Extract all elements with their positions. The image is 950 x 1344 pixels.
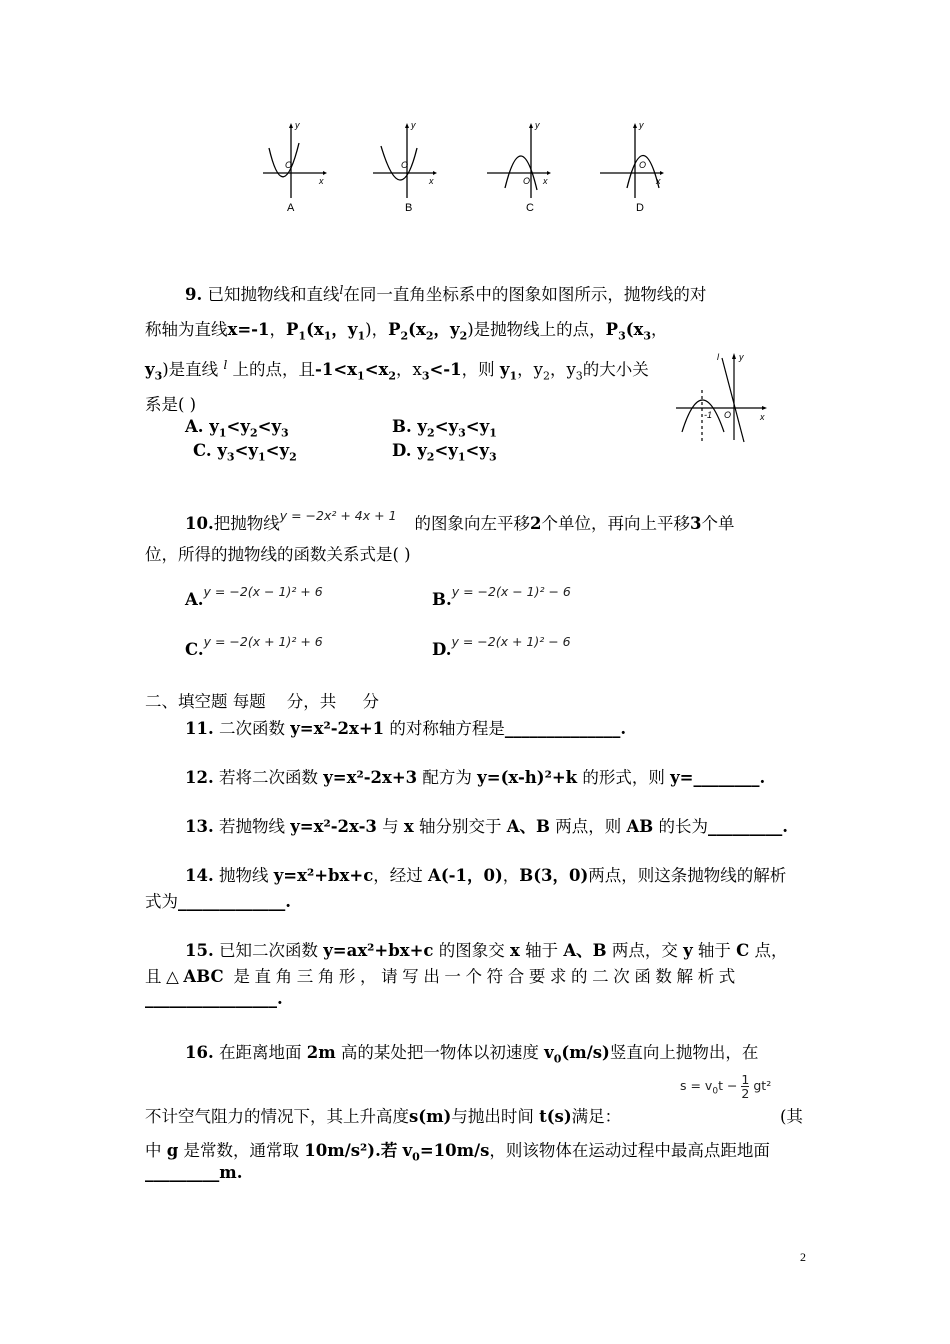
q14-line2: 式为_____________. [145, 892, 291, 911]
q16-line2-end: (其 [780, 1107, 803, 1126]
q9-line2: 称轴为直线x=-1，$P_1(x_1$，$y_1$)，$P_2(x_2$，$y_2$)是抛物线上的点，$P_3(x_3$， [145, 320, 668, 343]
q15-line2: 且△ABC 是直角三角形，请写出一个符合要求的二次函数解析式 [145, 967, 740, 986]
svg-text:x: x [656, 176, 661, 186]
q16-line1: 16. 在距离地面 2m 高的某处把一物体以初速度 $v_0(m/s)$竖直向上抛物出，在 [185, 1043, 759, 1066]
q13: 13. 若抛物线 y=x²-2x-3 与 x 轴分别交于 A、B 两点，则 AB 的长为_________. [185, 817, 788, 836]
q9-graph [672, 350, 772, 445]
q15-line1: 15. 已知二次函数 y=ax²+bx+c 的图象交 x 轴于 A、B 两点，交 y 轴于 C 点， [185, 941, 788, 960]
svg-text:x: x [319, 176, 324, 186]
q15-line3: ________________. [145, 989, 283, 1008]
q9-option-b: B. $y_2<y_3<y_1$ [392, 417, 497, 440]
graph-label-a: A [287, 202, 295, 214]
q10-option-a: A.$^{y = -2(x - 1)^2 + 6}$ [185, 584, 323, 609]
q16-formula: $s = v_0t$ − $\frac{1}{2}$ gt² [680, 1072, 772, 1101]
q9-line3: $y_3$)是直线 $^l$ 上的点，且$-1<x_1<x_2$，$x_3<-1$，则 $y_1$，$y_2$，$y_3$的大小关 [145, 358, 649, 383]
q14-line1: 14. 抛物线 y=x²+bx+c，经过 A(-1，0)，B(3，0)两点，则这条抛物线的解析 [185, 866, 787, 885]
q10-formula: y = −2x² + 4x + 1 [279, 508, 397, 523]
svg-text:x: x [760, 412, 765, 422]
q9-line4: 系是( ) [145, 395, 197, 414]
q12: 12. 若将二次函数 y=x²-2x+3 配方为 y=(x-h)²+k 的形式，则 y=________. [185, 768, 766, 787]
svg-text:-1: -1 [704, 410, 713, 420]
q10-line2: 位，所得的抛物线的函数关系式是( ) [145, 545, 411, 564]
svg-text:O: O [523, 176, 531, 186]
svg-text:O: O [639, 160, 647, 170]
graph-label-b: B [405, 202, 413, 214]
q16-line2: 不计空气阻力的情况下，其上升高度s(m)与抛出时间 t(s)满足： [145, 1107, 622, 1126]
svg-text:y: y [639, 120, 644, 130]
q9-option-d: D. $y_2<y_1<y_3$ [392, 441, 497, 464]
svg-text:y: y [535, 120, 540, 130]
section-heading-fill-in: 二、填空题 每题 分，共 分 [145, 692, 379, 711]
q16-line3: 中 g 是常数，通常取 10m/s²).若 $v_0=10m/s$，则该物体在运动过程中最高点距地面 [145, 1141, 770, 1164]
q10-line1: 10.把抛物线$^{y = -2x^2 + 4x + 1}$ 的图象向左平移2个单位，再向上平移3个单 [185, 508, 735, 533]
page-number: 2 [800, 1250, 806, 1264]
q10-option-b: B.$^{y = -2(x - 1)^2 - 6}$ [432, 584, 571, 609]
q10-option-d: D.$^{y = -2(x + 1)^2 - 6}$ [432, 634, 571, 659]
q9-option-a: A. $y_1<y_2<y_3$ [185, 417, 289, 440]
svg-text:y: y [739, 352, 744, 362]
q16-line4: _________m. [145, 1163, 243, 1182]
graph-label-d: D [636, 202, 644, 214]
q11: 11. 二次函数 y=x²-2x+1 的对称轴方程是______________. [185, 719, 627, 738]
svg-text:y: y [411, 120, 416, 130]
svg-text:O: O [724, 410, 732, 420]
answer-graphs-abcd [255, 118, 695, 218]
graph-label-c: C [526, 202, 534, 214]
svg-text:O: O [285, 160, 293, 170]
q10-option-c: C.$^{y = -2(x + 1)^2 + 6}$ [185, 634, 323, 659]
svg-text:x: x [543, 176, 548, 186]
svg-text:y: y [295, 120, 300, 130]
q9-option-c: C. $y_3<y_1<y_2$ [193, 441, 297, 464]
q9-line1: 9. 已知抛物线和直线$^l$在同一直角坐标系中的图象如图所示，抛物线的对 [185, 283, 707, 304]
svg-text:O: O [401, 160, 409, 170]
svg-text:x: x [429, 176, 434, 186]
svg-text:l: l [717, 352, 719, 362]
